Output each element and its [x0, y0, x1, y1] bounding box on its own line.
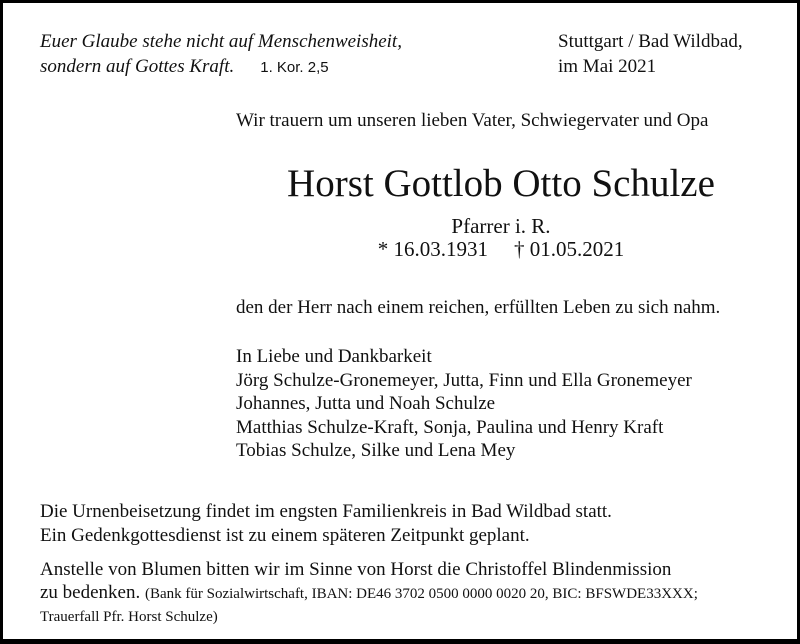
cross-icon: † — [514, 237, 525, 261]
donation-line-2: zu bedenken. — [40, 582, 141, 603]
mourning-intro: Wir trauern um unseren lieben Vater, Schwiegervater und Opa — [236, 110, 709, 131]
bible-motto — [40, 29, 402, 80]
death-date: 01.05.2021 — [529, 237, 625, 261]
donation-request — [40, 558, 698, 629]
mourner-line: Matthias Schulze-Kraft, Sonja, Paulina und Henry Kraft — [236, 416, 664, 438]
mourner-line: Johannes, Jutta und Noah Schulze — [236, 393, 496, 414]
memorial-service-line: Ein Gedenkgottesdienst ist zu einem späteren Zeitpunkt geplant. — [40, 525, 530, 546]
burial-line: Die Urnenbeisetzung findet im engsten Familienkreis in Bad Wildbad statt. — [40, 501, 612, 522]
motto-reference: 1. Kor. 2,5 — [260, 59, 329, 76]
date-line: im Mai 2021 — [558, 56, 657, 77]
place-and-date — [558, 29, 743, 79]
donation-reference: Trauerfall Pfr. Horst Schulze) — [40, 609, 218, 625]
mourner-line: Jörg Schulze-Gronemeyer, Jutta, Finn und Ella Gronemeyer — [236, 369, 692, 391]
deceased-name: Horst Gottlob Otto Schulze — [287, 162, 715, 205]
bank-details: (Bank für Sozialwirtschaft, IBAN: DE46 3702 0500 0000 0020 20, BIC: BFSWDE33XXX; — [144, 586, 698, 602]
place-line: Stuttgart / Bad Wildbad, — [558, 31, 743, 52]
mourners-list — [236, 345, 692, 463]
birth-date: 16.03.1931 — [393, 237, 488, 261]
burial-notice — [40, 500, 612, 548]
mourners-heading: In Liebe und Dankbarkeit — [236, 346, 432, 367]
birth-symbol: * — [377, 237, 389, 261]
motto-line-1: Euer Glaube stehe nicht auf Menschenweisheit, — [40, 31, 402, 52]
closing-line: den der Herr nach einem reichen, erfüllten Leben zu sich nahm. — [236, 297, 721, 318]
motto-line-2: sondern auf Gottes Kraft. — [40, 56, 235, 77]
deceased-title: Pfarrer i. R. — [451, 214, 551, 238]
life-dates — [236, 236, 766, 262]
mourner-line: Tobias Schulze, Silke und Lena Mey — [236, 440, 516, 461]
donation-line-1: Anstelle von Blumen bitten wir im Sinne von Horst die Christoffel Blindenmission — [40, 559, 672, 580]
